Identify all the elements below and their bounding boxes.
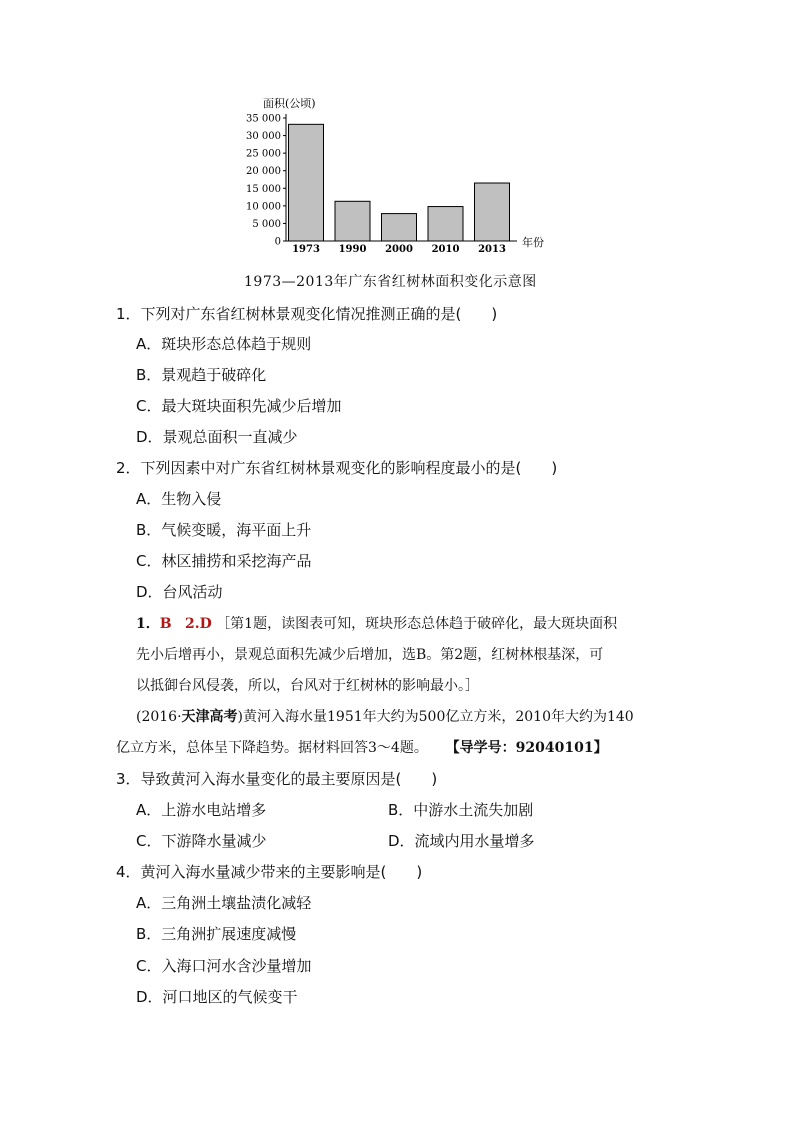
q3-option-a: A．上游水电站增多	[136, 801, 267, 819]
q2-option-d: D．台风活动	[136, 583, 223, 601]
q2-option-c: C．林区捕捞和采挖海产品	[136, 552, 312, 570]
chart-x-axis-label: 年份	[522, 236, 544, 249]
q3-option-b: B．中游水土流失加剧	[388, 801, 534, 819]
bar-1973	[289, 124, 324, 241]
question-3-stem: 3．导致黄河入海水量变化的最主要原因是( )	[116, 770, 438, 788]
x-tick-label-2010: 2010	[431, 244, 460, 255]
y-tick-label: 35 000	[246, 113, 281, 125]
bar-1990	[335, 201, 370, 241]
reference-number: 【导学号：92040101】	[445, 740, 608, 756]
q2-option-b: B．气候变暖，海平面上升	[136, 521, 312, 539]
answer-1-key: B	[159, 616, 172, 632]
answer-2-key: 2.D	[184, 616, 212, 632]
material-source-name: 天津高考	[181, 709, 238, 725]
q4-option-b: B．三角洲扩展速度减慢	[136, 925, 297, 943]
answer-explanation-1: ［第1题，读图表可知，斑块形态总体趋于破碎化，最大斑块面积	[216, 616, 618, 632]
material-source-prefix: (2016·	[136, 709, 182, 725]
x-tick-label-1990: 1990	[338, 244, 367, 255]
y-tick-label: 15 000	[246, 183, 281, 195]
x-tick-label-2000: 2000	[385, 244, 413, 255]
y-tick-label: 30 000	[246, 131, 281, 143]
q4-option-c: C．入海口河水含沙量增加	[136, 957, 312, 975]
q1-option-c: C．最大斑块面积先减少后增加	[136, 397, 342, 415]
answer-1-2-line-3: 以抵御台风侵袭，所以，台风对于红树林的影响最小。］	[136, 678, 479, 694]
material-text-1: )黄河入海水量1951年大约为500亿立方米，2010年大约为140	[237, 709, 634, 725]
chart-caption: 1973—2013年广东省红树林面积变化示意图	[244, 274, 537, 290]
q4-option-a: A．三角洲土壤盐渍化减轻	[136, 894, 312, 912]
y-tick-label: 20 000	[246, 166, 281, 178]
y-tick-label: 10 000	[246, 201, 281, 213]
material-line-2	[116, 737, 608, 757]
q1-option-a: A．斑块形态总体趋于规则	[136, 335, 312, 353]
x-tick-label-1973: 1973	[292, 244, 320, 255]
mangrove-area-chart	[0, 0, 794, 270]
q1-option-d: D．景观总面积一直减少	[136, 428, 298, 446]
x-tick-label-2013: 2013	[478, 244, 506, 255]
bar-2000	[382, 214, 417, 241]
q3-option-d: D．流域内用水量增多	[388, 832, 535, 850]
y-tick-label: 25 000	[246, 148, 281, 160]
answer-1-number: 1．	[136, 616, 160, 632]
question-4-stem: 4．黄河入海水量减少带来的主要影响是( )	[116, 863, 423, 881]
bar-2013	[475, 183, 510, 241]
q2-option-a: A．生物入侵	[136, 490, 222, 508]
q4-option-d: D．河口地区的气候变干	[136, 988, 298, 1006]
answer-1-2-line-2: 先小后增再小，景观总面积先减少后增加，选B。第2题，红树林根基深，可	[136, 647, 604, 663]
material-text-2: 亿立方米，总体呈下降趋势。据材料回答3～4题。	[116, 740, 428, 756]
question-1-stem: 1．下列对广东省红树林景观变化情况推测正确的是( )	[116, 305, 498, 323]
q3-option-c: C．下游降水量减少	[136, 832, 267, 850]
question-2-stem: 2．下列因素中对广东省红树林景观变化的影响程度最小的是( )	[116, 459, 558, 477]
y-tick-label: 0	[274, 236, 281, 248]
q1-option-b: B．景观趋于破碎化	[136, 366, 267, 384]
material-line-1	[136, 706, 634, 726]
bar-2010	[428, 207, 463, 241]
chart-y-axis-label: 面积(公顷)	[263, 97, 316, 110]
y-tick-label: 5 000	[252, 218, 281, 230]
answer-1-2-line-1	[136, 613, 617, 633]
